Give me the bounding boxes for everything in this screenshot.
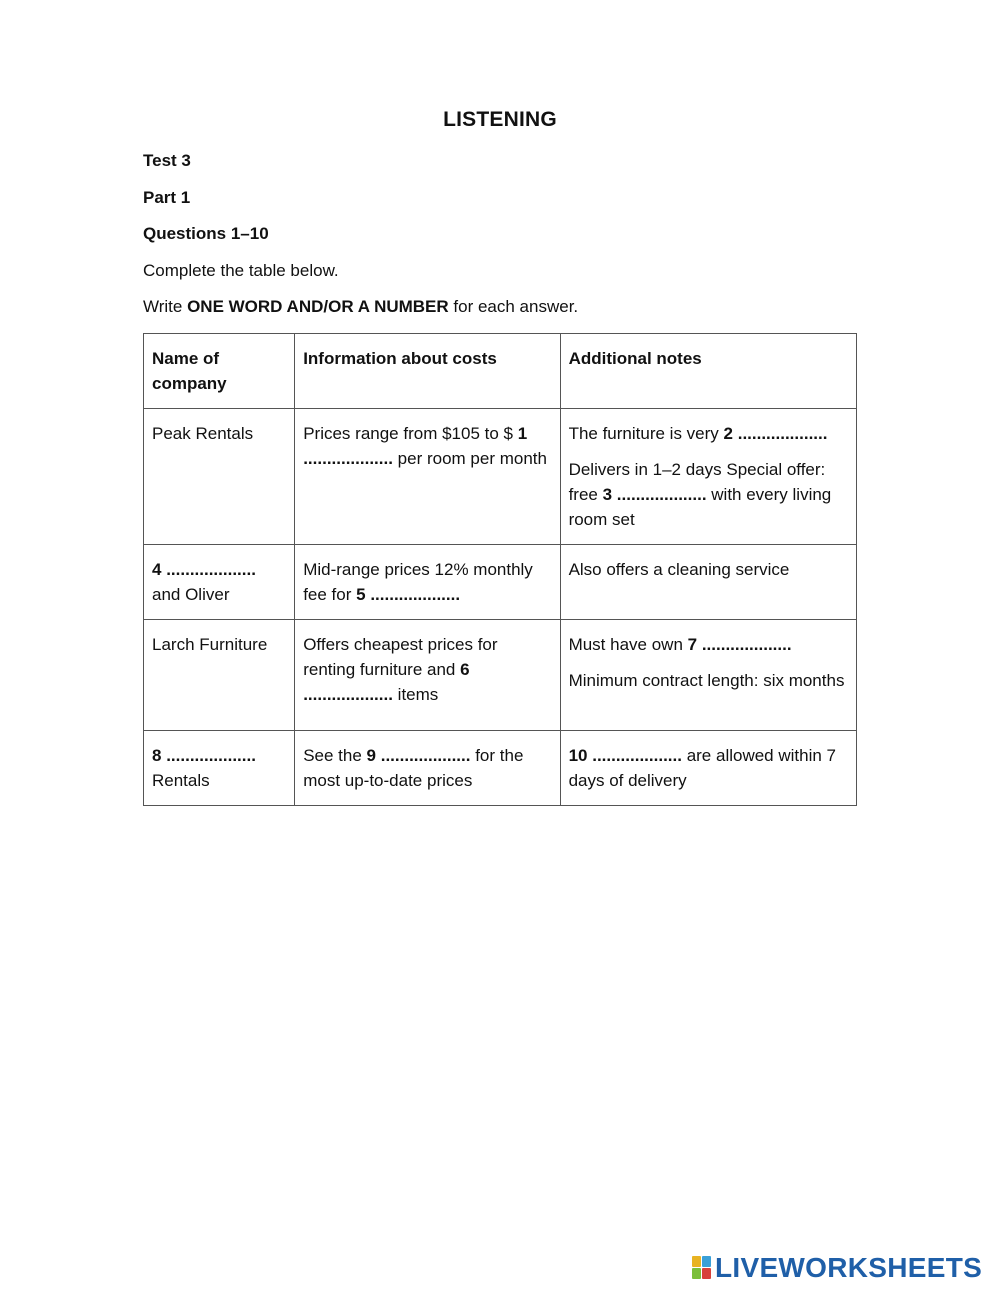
answer-blank-2[interactable]: ................... bbox=[737, 424, 828, 443]
answer-format-emphasis: ONE WORD AND/OR A NUMBER bbox=[187, 297, 449, 316]
question-number-3: 3 bbox=[602, 485, 613, 504]
company-name-cell: 8 ................... Rentals bbox=[144, 731, 295, 806]
answer-blank-7[interactable]: ................... bbox=[701, 635, 792, 654]
answer-blank-1[interactable]: ................... bbox=[303, 449, 393, 468]
notes-cell: Must have own 7 ................... Minimum contract length: six months bbox=[560, 620, 856, 731]
answer-blank-3[interactable]: ................... bbox=[616, 485, 707, 504]
company-name-cell: Larch Furniture bbox=[144, 620, 295, 731]
page-title: LISTENING bbox=[443, 108, 557, 131]
logo-square-icon bbox=[702, 1256, 711, 1267]
company-name-cell: Peak Rentals bbox=[144, 409, 295, 545]
question-number-8: 8 bbox=[152, 746, 162, 765]
costs-cell: Mid-range prices 12% monthly fee for 5 ................... bbox=[295, 545, 560, 620]
answer-blank-6[interactable]: ................... bbox=[303, 685, 393, 704]
question-number-9: 9 bbox=[366, 746, 376, 765]
question-number-7: 7 bbox=[687, 635, 698, 654]
question-number-6: 6 bbox=[460, 660, 470, 679]
part-label: Part 1 bbox=[143, 188, 191, 207]
answer-blank-8[interactable]: ................... bbox=[166, 746, 256, 765]
header-name-of-company: Name of company bbox=[144, 334, 295, 409]
questions-label: Questions 1–10 bbox=[143, 224, 269, 243]
notes-cell: 10 ................... are allowed within 7 days of delivery bbox=[560, 731, 856, 806]
question-number-2: 2 bbox=[723, 424, 733, 443]
table-header-row bbox=[144, 334, 857, 409]
costs-cell: Offers cheapest prices for renting furniture and 6 ................... items bbox=[295, 620, 560, 731]
test-label: Test 3 bbox=[143, 151, 191, 170]
question-number-1: 1 bbox=[517, 424, 528, 443]
answer-blank-10[interactable]: ................... bbox=[592, 746, 682, 765]
table-row bbox=[144, 409, 857, 545]
logo-square-icon bbox=[702, 1268, 711, 1279]
instruction-complete-table: Complete the table below. bbox=[143, 261, 339, 280]
logo-square-icon bbox=[692, 1256, 701, 1267]
question-number-5: 5 bbox=[356, 585, 366, 604]
question-number-4: 4 bbox=[152, 560, 162, 579]
costs-cell: Prices range from $105 to $ 1 ................... per room per month bbox=[295, 409, 560, 545]
instruction-answer-format: Write ONE WORD AND/OR A NUMBER for each answer. bbox=[143, 297, 579, 316]
answer-blank-4[interactable]: ................... bbox=[166, 560, 256, 579]
question-number-10: 10 bbox=[568, 746, 588, 765]
header-information-about-costs: Information about costs bbox=[295, 334, 560, 409]
notes-completion-table bbox=[143, 333, 857, 806]
logo-square-icon bbox=[692, 1268, 701, 1279]
liveworksheets-logo-text: LIVEWORKSHEETS bbox=[715, 1252, 983, 1283]
answer-blank-5[interactable]: ................... bbox=[370, 585, 461, 604]
header-additional-notes: Additional notes bbox=[560, 334, 856, 409]
liveworksheets-logo[interactable] bbox=[692, 1252, 982, 1284]
table-row bbox=[144, 620, 857, 731]
answer-blank-9[interactable]: ................... bbox=[380, 746, 471, 765]
costs-cell: See the 9 ................... for the most up-to-date prices bbox=[295, 731, 560, 806]
notes-cell: Also offers a cleaning service bbox=[560, 545, 856, 620]
table-row bbox=[144, 731, 857, 806]
notes-cell: The furniture is very 2 ................... Delivers in 1–2 days Special offer: free 3 ................... with every living room set bbox=[560, 409, 856, 545]
liveworksheets-logo-icon bbox=[692, 1256, 712, 1280]
table-row bbox=[144, 545, 857, 620]
company-name-cell: 4 ................... and Oliver bbox=[144, 545, 295, 620]
